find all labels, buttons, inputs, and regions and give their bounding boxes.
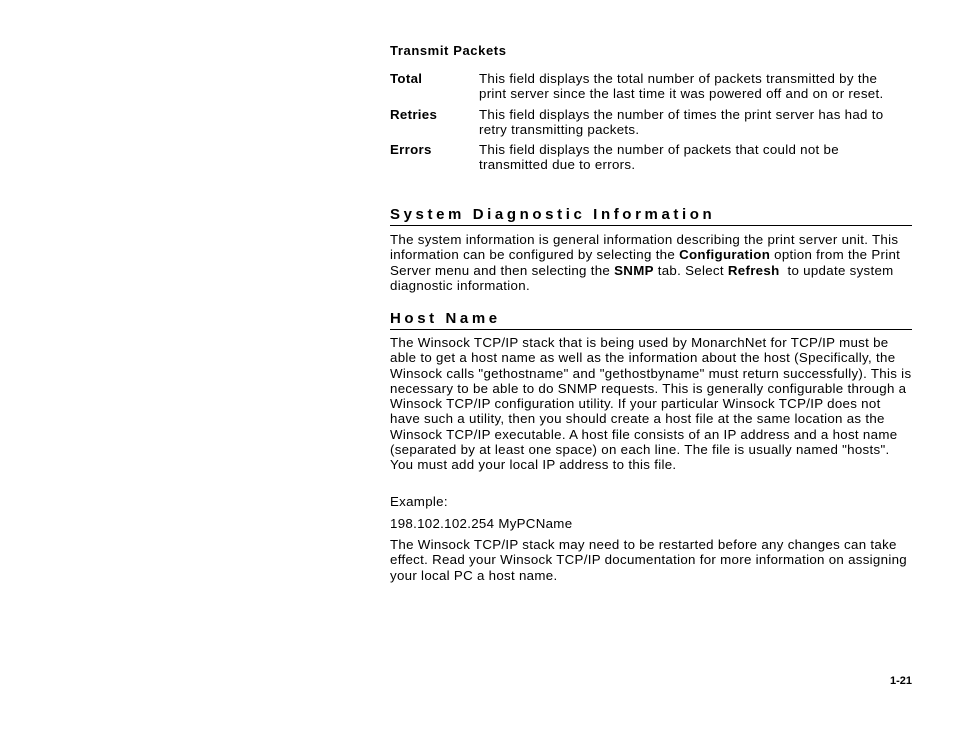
page-number: 1-21 [889, 675, 912, 687]
field-description: This field displays the total number of packets transmitted by the print server since the last time it was powered off and on or reset. [479, 71, 884, 102]
host-name-paragraph: The Winsock TCP/IP stack that is being used by MonarchNet for TCP/IP must be able to get a host name as well as the information about the host (Specifically, the Winsock calls "gethostname" and "gethostbyname" must return successfully). This is necessary to be able to do SNMP requests. This is generally configurable through a Winsock TCP/IP configuration utility. If your particular Winsock TCP/IP does not have such a utility, then you should create a host file at the same location as the Winsock TCP/IP executable. A host file consists of an IP address and a host name (separated by at least one space) on each line. The file is usually named "hosts". You must add your local IP address to this file. [390, 335, 912, 473]
host-name-heading: Host Name [390, 310, 912, 330]
paragraph-text: tab. Select [653, 262, 728, 278]
paragraph-text: to update system diagnostic information. [390, 262, 898, 293]
transmit-field-list [390, 71, 912, 178]
field-row-errors [390, 142, 912, 173]
field-term: Errors [390, 142, 432, 158]
transmit-packets-heading: Transmit Packets [390, 43, 507, 58]
example-value: 198.102.102.254 MyPCName [390, 516, 573, 531]
field-description: This field displays the number of times the print server has had to retry transmitting packets. [479, 106, 884, 137]
field-description: This field displays the number of packets that could not be transmitted due to errors. [479, 142, 839, 173]
paragraph-text: The system information is general information describing the print server unit. This information can be configured by selecting the [390, 232, 899, 263]
paragraph-text: option from the Print Server menu and then selecting the [390, 247, 901, 278]
field-row-retries [390, 107, 912, 138]
configuration-term: Configuration [679, 247, 771, 263]
example-label: Example: [390, 494, 448, 509]
snmp-term: SNMP [614, 262, 654, 278]
restart-paragraph: The Winsock TCP/IP stack may need to be restarted before any changes can take effect. Read your Winsock TCP/IP documentation for more information on assigning your local PC a host name. [390, 537, 907, 583]
field-row-total [390, 71, 912, 102]
refresh-term: Refresh [727, 262, 780, 278]
field-term: Retries [390, 106, 438, 122]
field-term: Total [390, 71, 423, 86]
system-diagnostic-heading: System Diagnostic Information [390, 206, 912, 226]
system-diagnostic-paragraph [390, 232, 912, 293]
document-page [390, 0, 912, 738]
